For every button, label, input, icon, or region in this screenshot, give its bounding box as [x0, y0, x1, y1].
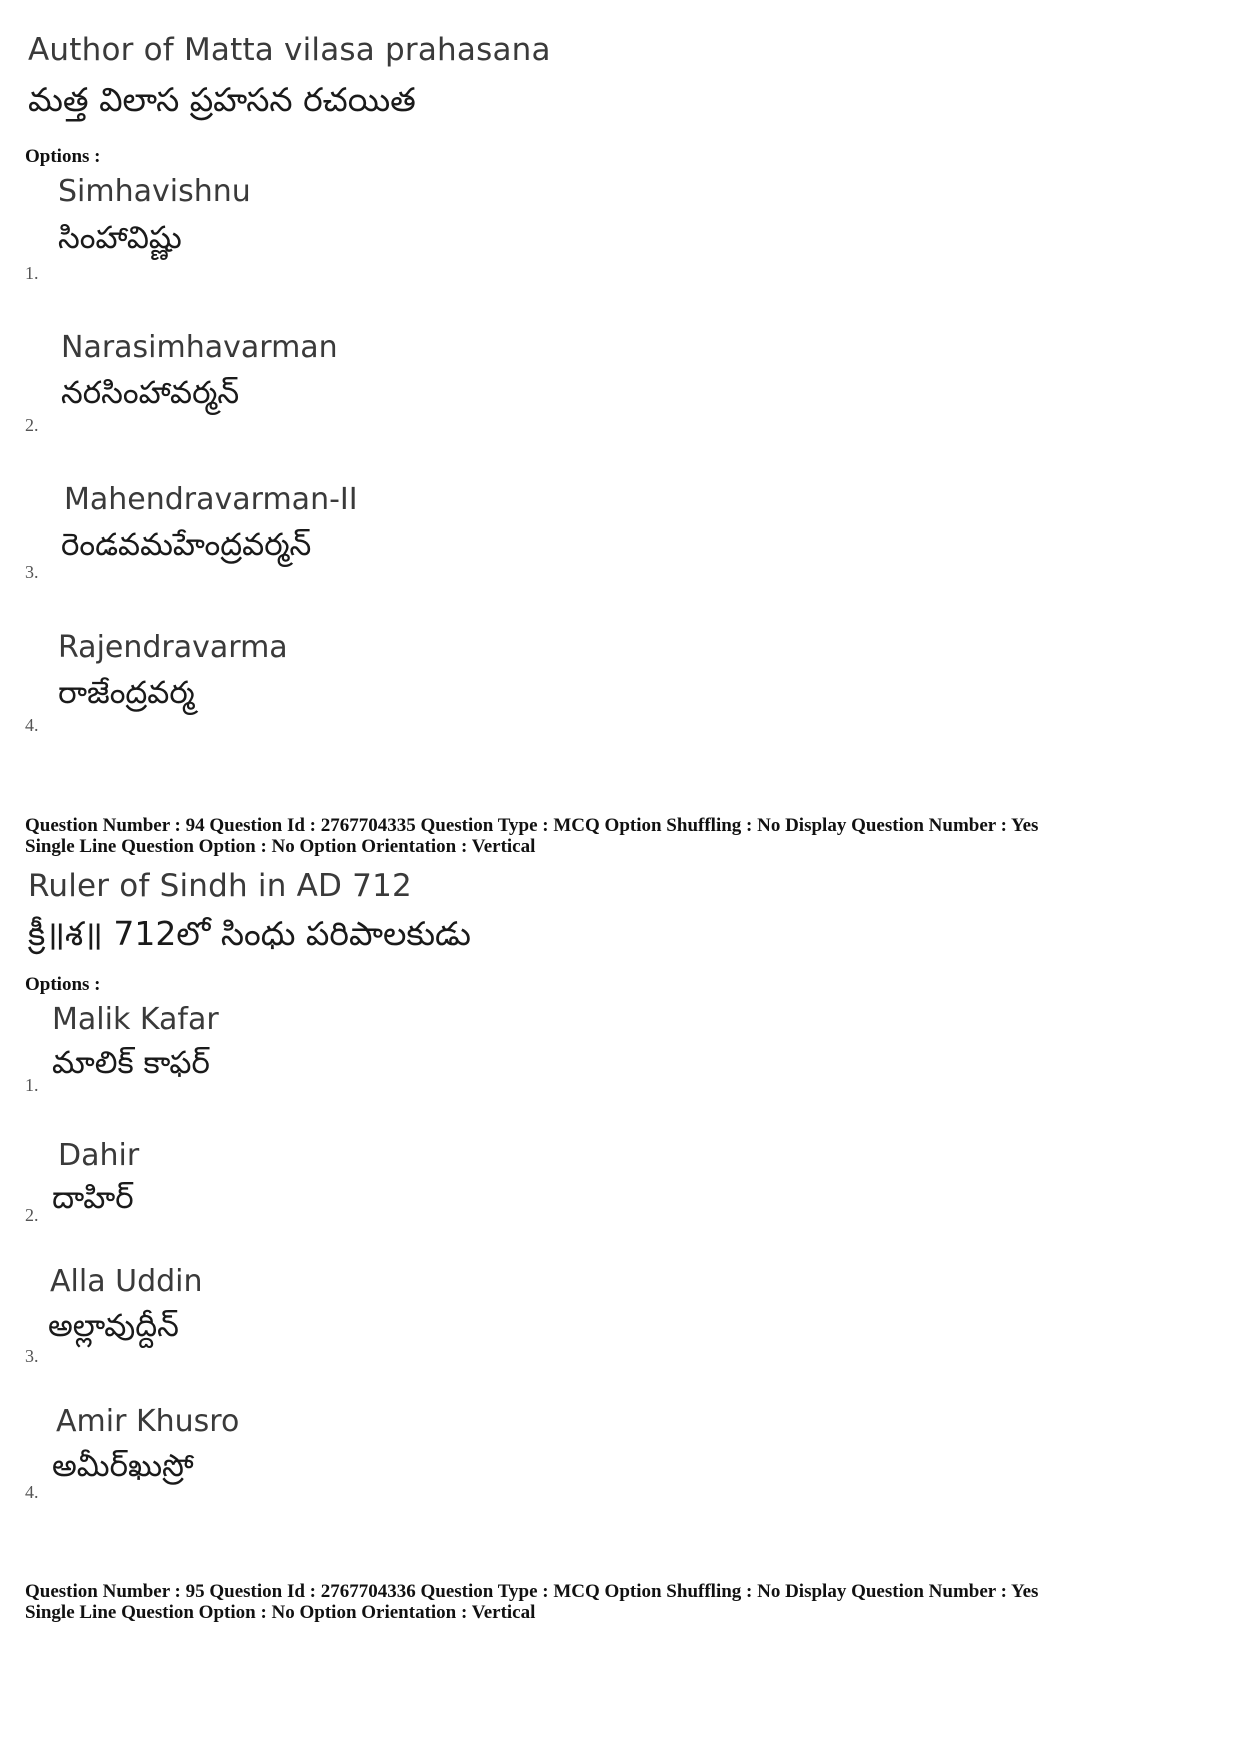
- question-text-english: Author of Matta vilasa prahasana: [28, 32, 551, 68]
- option-text-telugu: అమీర్‌ఖుస్రో: [52, 1448, 194, 1484]
- option-text-english: Dahir: [58, 1138, 140, 1173]
- option-text-english: Malik Kafar: [52, 1002, 219, 1037]
- option-text-telugu: సింహావిష్ణు: [58, 220, 182, 256]
- question-text-telugu: క్రీ॥శ॥ 712లో సింధు పరిపాలకుడు: [28, 914, 471, 953]
- option-text-telugu: నరసింహావర్మన్: [61, 375, 240, 411]
- option-number: 4.: [25, 715, 39, 735]
- option-number: 3.: [25, 562, 39, 582]
- options-label: Options :: [25, 146, 101, 167]
- option-number: 3.: [25, 1346, 39, 1366]
- question-meta-line: Question Number : 95 Question Id : 2767704336 Question Type : MCQ Option Shuffling : No Display Question Number : Yes: [25, 1581, 1039, 1602]
- option-text-telugu: దాహిర్: [52, 1180, 134, 1216]
- option-text-telugu: రెండవమహేంద్రవర్మన్: [61, 527, 312, 563]
- option-text-english: Rajendravarma: [58, 630, 288, 665]
- option-text-telugu: అల్లావుద్దీన్: [48, 1308, 179, 1344]
- question-meta-line: Question Number : 94 Question Id : 2767704335 Question Type : MCQ Option Shuffling : No Display Question Number : Yes: [25, 815, 1039, 836]
- option-number: 4.: [25, 1482, 39, 1502]
- option-number: 1.: [25, 1075, 39, 1095]
- question-meta-line: Single Line Question Option : No Option Orientation : Vertical: [25, 836, 536, 857]
- option-text-telugu: మాలిక్ కాఫర్: [52, 1045, 210, 1081]
- question-text-telugu: మత్త విలాస ప్రహసన రచయిత: [28, 80, 416, 119]
- option-text-english: Alla Uddin: [50, 1264, 203, 1299]
- option-text-english: Simhavishnu: [58, 174, 251, 209]
- option-text-english: Narasimhavarman: [61, 330, 338, 365]
- option-number: 1.: [25, 263, 39, 283]
- question-meta-line: Single Line Question Option : No Option Orientation : Vertical: [25, 1602, 536, 1623]
- option-text-english: Mahendravarman-II: [64, 482, 358, 517]
- option-number: 2.: [25, 415, 39, 435]
- option-text-telugu: రాజేంద్రవర్మ: [58, 675, 195, 711]
- option-number: 2.: [25, 1205, 39, 1225]
- option-text-english: Amir Khusro: [56, 1404, 240, 1439]
- question-text-english: Ruler of Sindh in AD 712: [28, 868, 412, 904]
- options-label: Options :: [25, 974, 101, 995]
